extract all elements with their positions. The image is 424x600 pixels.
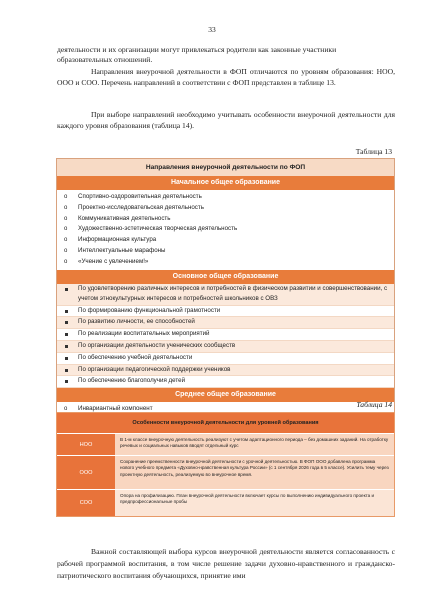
circle-bullet-icon: o [64, 204, 68, 211]
circle-bullet-icon: o [64, 215, 68, 222]
list-item: По формированию функциональной грамотности [57, 306, 394, 318]
list-item: По обеспечению благополучия детей [57, 376, 394, 388]
list-item: o Проектно-исследовательская деятельность [57, 203, 394, 214]
section-title-noo: Начальное общее образование [57, 176, 394, 190]
section-title-soo: Среднее общее образование [57, 388, 394, 402]
list-item: o Инвариантный компонент [57, 404, 394, 415]
page-number: 33 [208, 25, 216, 34]
list-item: По реализации воспитательных мероприятий [57, 329, 394, 341]
circle-bullet-icon: o [64, 237, 68, 244]
row-label: ООО [57, 456, 115, 489]
paragraph-3: При выборе направлений необходимо учитывать особенности внеурочной деятельности для каждого уровня образования (таблица 14). [57, 110, 395, 130]
row-label: НОО [57, 434, 115, 455]
paragraph-2: Направления внеурочной деятельности в ФОП отличаются по уровням образования: НОО, ООО и СОО. Перечень направлений в соответствии с ФОП представлен в таблице 13. [57, 67, 395, 87]
square-bullet-icon [65, 345, 68, 348]
list-item: o Информационная культура [57, 235, 394, 246]
table-row [57, 433, 394, 455]
row-text: Сохранение преемственности внеурочной деятельности с урочной деятельностью. В ФОП ООО добавлена программа нового учебного предмета «Духовно-нравственная культура России» (с 1 сентября 2026 года в 5 классе). Усилить тему через проектную деятельность, реализуемую во внеурочное время. [115, 456, 394, 489]
paragraph-1-line-1: деятельности и их организации могут привлекаться родители как законные участники [57, 45, 337, 54]
square-bullet-icon [65, 333, 68, 336]
circle-bullet-icon: o [64, 226, 68, 233]
circle-bullet-icon: o [64, 406, 68, 413]
list-item: По обеспечению учебной деятельности [57, 353, 394, 365]
table-row [57, 455, 394, 489]
list-item: o Интеллектуальные марафоны [57, 246, 394, 257]
square-bullet-icon [65, 380, 68, 383]
row-label: СОО [57, 490, 115, 516]
list-item: o Коммуникативная деятельность [57, 214, 394, 225]
circle-bullet-icon: o [64, 258, 68, 265]
section-list-ooo [57, 284, 394, 389]
table-row [57, 489, 394, 516]
square-bullet-icon [65, 321, 68, 324]
table-13-caption: Таблица 13 [355, 147, 392, 156]
paragraph-4: Важной составляющей выбора курсов внеурочной деятельности является согласованность с рабочей программой воспитания, в том числе решение задачи духовно-нравственного и гражданско-патриотического воспитания обучающихся, принятие ими [57, 547, 395, 580]
table-14-caption: Таблица 14 [356, 400, 392, 409]
list-item: По развитию личности, ее способностей [57, 317, 394, 329]
square-bullet-icon [65, 310, 68, 313]
section-list-noo [57, 190, 394, 270]
row-text: В 1-м классе внеурочную деятельность реализуют с учетом адаптационного периода – без домашних заданий. На отработку речевых и социальных навыков вводят отдельный курс [115, 434, 394, 455]
square-bullet-icon [65, 288, 68, 291]
table-14-header: Особенности внеурочной деятельности для уровней образования [57, 413, 394, 433]
circle-bullet-icon: o [64, 247, 68, 254]
paragraph-1-line-2: образовательных отношений. [57, 55, 153, 64]
row-text: Опора на профилизацию. План внеурочной деятельности включает курсы по выполнению индивидуального проекта и предпрофессиональные пробы [115, 490, 394, 516]
list-item: По организации деятельности ученических сообществ [57, 341, 394, 353]
section-title-ooo: Основное общее образование [57, 270, 394, 284]
list-item: По организации педагогической поддержки учеников [57, 365, 394, 377]
list-item: o «Учение с увлечением!» [57, 257, 394, 268]
list-item: По удовлетворению различных интересов и потребностей в физическом развитии и совершенствовании, с учетом этнокультурных интересов и потребностей школьников с ОВЗ [57, 284, 394, 306]
list-item: o Художественно-эстетическая творческая деятельность [57, 224, 394, 235]
table-14 [56, 412, 395, 517]
list-item: o Спортивно-оздоровительная деятельность [57, 192, 394, 203]
circle-bullet-icon: o [64, 194, 68, 200]
square-bullet-icon [65, 357, 68, 360]
square-bullet-icon [65, 369, 68, 372]
table-13 [56, 158, 395, 440]
table-13-header: Направления внеурочной деятельности по ФОП [57, 159, 394, 176]
